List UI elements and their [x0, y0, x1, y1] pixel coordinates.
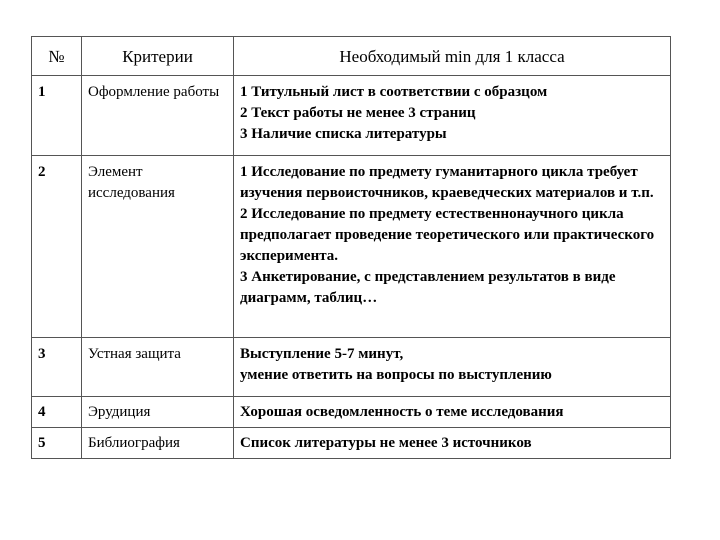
- requirement-line: 1 Исследование по предмету гуманитарного цикла требует изучения первоисточников, краеведческих материалов и т.п.: [240, 164, 654, 201]
- requirement-line: 3 Анкетирование, с представлением результатов в виде диаграмм, таблиц…: [240, 269, 616, 306]
- row-criterion: Оформление работы: [82, 76, 234, 156]
- requirement-line: 1 Титульный лист в соответствии с образцом: [240, 84, 548, 100]
- row-requirements: [234, 76, 671, 156]
- row-requirements: [234, 338, 671, 397]
- requirement-line: 3 Наличие списка литературы: [240, 126, 447, 142]
- criteria-table: [31, 36, 671, 459]
- header-number: №: [32, 37, 82, 76]
- table-row: [32, 338, 671, 397]
- requirement-line: Выступление 5-7 минут,: [240, 346, 404, 362]
- requirement-line: 2 Исследование по предмету естественнонаучного цикла предполагает проведение теоретического или практического эксперимента.: [240, 206, 655, 264]
- row-number: 1: [32, 76, 82, 156]
- row-number: 3: [32, 338, 82, 397]
- row-requirements: [234, 428, 671, 459]
- requirement-line: 2 Текст работы не менее 3 страниц: [240, 105, 476, 121]
- table-row: [32, 397, 671, 428]
- row-criterion: Устная защита: [82, 338, 234, 397]
- header-criteria: Критерии: [82, 37, 234, 76]
- row-criterion: Эрудиция: [82, 397, 234, 428]
- row-number: 5: [32, 428, 82, 459]
- requirement-line: Хорошая осведомленность о теме исследования: [240, 403, 564, 420]
- header-row: [32, 37, 671, 76]
- table-row: [32, 156, 671, 338]
- row-criterion: Элемент исследования: [82, 156, 234, 338]
- row-requirements: [234, 156, 671, 338]
- row-criterion: Библиография: [82, 428, 234, 459]
- row-number: 2: [32, 156, 82, 338]
- header-requirement: Необходимый min для 1 класса: [234, 37, 671, 76]
- requirement-line: умение ответить на вопросы по выступлению: [240, 367, 552, 383]
- table-row: [32, 76, 671, 156]
- table-row: [32, 428, 671, 459]
- row-number: 4: [32, 397, 82, 428]
- requirement-line: Список литературы не менее 3 источников: [240, 434, 532, 451]
- criteria-table-container: [31, 36, 670, 459]
- row-requirements: [234, 397, 671, 428]
